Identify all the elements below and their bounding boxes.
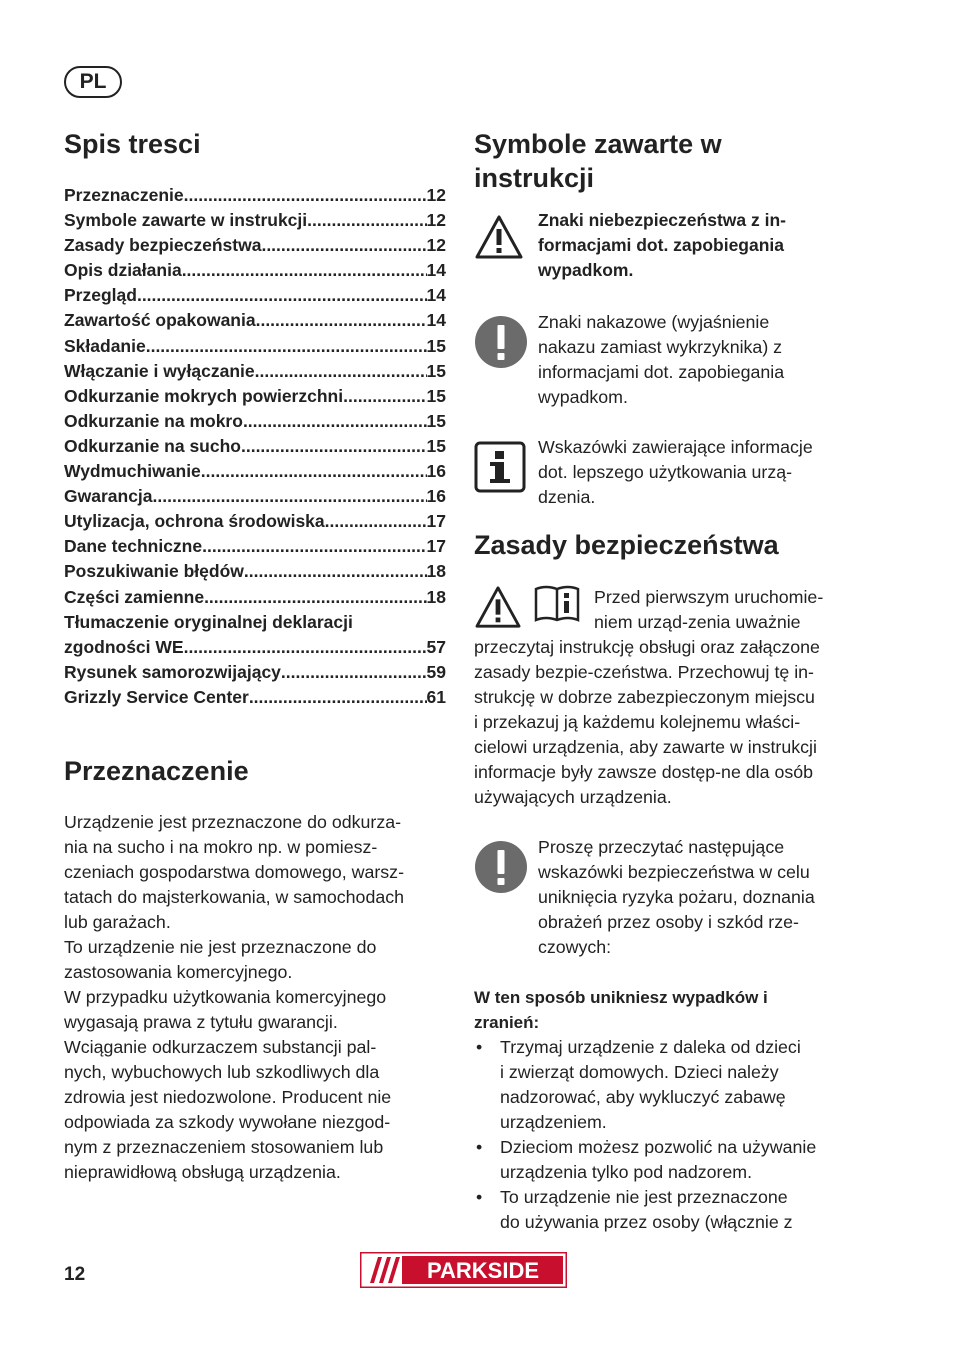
zasady-intro-line: strukcję w dobrze zabezpieczonym miejscu <box>474 687 815 707</box>
symbol-mandatory-line: wypadkom. <box>538 387 628 407</box>
przeznaczenie-line: nia na sucho i na mokro np. w pomiesz- <box>64 837 378 857</box>
symbole-heading <box>474 127 722 195</box>
toc-leader-dots <box>184 635 427 660</box>
toc-entry-page: 18 <box>426 586 446 607</box>
przeznaczenie-line: zastosowania komercyjnego. <box>64 962 293 982</box>
toc-entry[interactable] <box>64 308 446 333</box>
zasady-intro-short-line: Przed pierwszym uruchomie- <box>594 587 824 607</box>
symbol-info-line: Wskazówki zawierające informacje <box>538 437 813 457</box>
toc-leader-dots <box>255 359 427 384</box>
toc-entry[interactable] <box>64 459 446 484</box>
bullet-line: do używania przez osoby (włącznie z <box>500 1212 793 1232</box>
toc-entry-title: Części zamienne <box>64 586 205 607</box>
przeznaczenie-line: odpowiada za szkody wywołane niezgod- <box>64 1112 391 1132</box>
zasady-subheading-line: W ten sposób unikniesz wypadków i <box>474 988 768 1007</box>
przeznaczenie-line: nym z przeznaczeniem stosowaniem lub <box>64 1137 384 1157</box>
zasady-subheading-line: zranień: <box>474 1013 540 1032</box>
bullet-item <box>474 1185 860 1235</box>
toc-entry-title: Przegląd <box>64 285 137 306</box>
toc-entry-page: 12 <box>426 235 446 256</box>
toc-entry-title: Odkurzanie na sucho <box>64 435 241 456</box>
zasady-intro-line: zasady bezpie-czeństwa. Przechowuj tę in- <box>474 662 814 682</box>
symbol-mandatory-line: nakazu zamiast wykrzyknika) z <box>538 337 783 357</box>
toc-entry-title: Poszukiwanie błędów <box>64 561 244 582</box>
zasady-intro-text <box>474 635 860 810</box>
bullet-line: nadzorować, aby wykluczyć zabawę <box>500 1087 786 1107</box>
bullet-line: To urządzenie nie jest przeznaczone <box>500 1187 788 1207</box>
toc-leader-dots <box>281 660 427 685</box>
toc-entry[interactable] <box>64 484 446 509</box>
przeznaczenie-line: zdrowia jest niedozwolone. Producent nie <box>64 1087 392 1107</box>
przeznaczenie-heading: Przeznaczenie <box>64 756 249 786</box>
toc-entry[interactable] <box>64 635 446 660</box>
toc-entry-title: Zawartość opakowania <box>64 310 256 331</box>
toc-entry-page: 17 <box>426 536 446 557</box>
toc-entry-title: Symbole zawarte w instrukcji <box>64 210 308 231</box>
przeznaczenie-line: czeniach gospodarstwa domowego, warsz- <box>64 862 404 882</box>
toc-entry[interactable] <box>64 610 446 635</box>
symbol-read-text <box>538 835 858 960</box>
toc-entry-title: Grizzly Service Center <box>64 686 249 707</box>
toc-leader-dots <box>244 559 427 584</box>
przeznaczenie-text <box>64 810 450 1185</box>
mandatory-exclamation-icon <box>474 315 528 369</box>
toc-entry-title: Wydmuchiwanie <box>64 461 201 482</box>
zasady-read-line: uniknięcia ryzyka pożaru, doznania <box>538 887 815 907</box>
bullet-dot: • <box>476 1187 483 1207</box>
toc-entry-title: Rysunek samorozwijający <box>64 661 281 682</box>
przeznaczenie-line: To urządzenie nie jest przeznaczone do <box>64 937 377 957</box>
przeznaczenie-line: nych, wybuchowych lub szkodliwych dla <box>64 1062 380 1082</box>
toc-entry[interactable] <box>64 359 446 384</box>
toc-entry[interactable] <box>64 384 446 409</box>
toc-entry-page: 57 <box>426 636 446 657</box>
symbol-warning-block <box>474 208 859 288</box>
toc-leader-dots <box>249 685 427 710</box>
przeznaczenie-line: W przypadku użytkowania komercyjnego <box>64 987 387 1007</box>
table-of-contents <box>64 183 446 710</box>
toc-entry-page: 61 <box>426 686 446 707</box>
symbol-info-line: dot. lepszego użytkowania urzą- <box>538 462 793 482</box>
toc-leader-dots <box>201 459 427 484</box>
toc-entry-page: 14 <box>426 310 446 331</box>
toc-entry-page: 14 <box>426 260 446 281</box>
symbol-mandatory-text <box>538 310 858 410</box>
zasady-intro-line: i przekazuj ją każdemu kolejnemu właści- <box>474 712 801 732</box>
toc-entry-title: Dane techniczne <box>64 536 203 557</box>
language-badge: PL <box>64 66 122 98</box>
bullet-dot: • <box>476 1037 483 1057</box>
toc-entry-title: Utylizacja, ochrona środowiska <box>64 511 325 532</box>
page-number: 12 <box>64 1264 86 1285</box>
zasady-read-line: Proszę przeczytać następujące <box>538 837 785 857</box>
przeznaczenie-line: Wciąganie odkurzaczem substancji pal- <box>64 1037 377 1057</box>
symbol-warning-line: formacjami dot. zapobiegania <box>538 235 785 255</box>
toc-entry[interactable] <box>64 283 446 308</box>
mandatory-exclamation-icon <box>474 840 528 894</box>
toc-leader-dots <box>243 409 427 434</box>
przeznaczenie-line: nieprawidłową obsługą urządzenia. <box>64 1162 341 1182</box>
toc-entry-page: 12 <box>426 210 446 231</box>
symbol-mandatory-line: Znaki nakazowe (wyjaśnienie <box>538 312 770 332</box>
bullet-line: urządzeniem. <box>500 1112 607 1132</box>
parkside-logo <box>360 1252 567 1288</box>
toc-leader-dots <box>182 258 427 283</box>
symbol-info-text <box>538 435 858 510</box>
toc-entry-title: Przeznaczenie <box>64 185 184 205</box>
bullet-item <box>474 1135 860 1185</box>
toc-entry[interactable] <box>64 685 446 710</box>
zasady-heading: Zasady bezpieczeństwa <box>474 530 779 560</box>
toc-entry-page: 16 <box>426 486 446 507</box>
przeznaczenie-line: Urządzenie jest przeznaczone do odkurza- <box>64 812 402 832</box>
zasady-intro-line: używających urządzenia. <box>474 787 672 807</box>
toc-leader-dots <box>184 183 427 208</box>
toc-entry[interactable] <box>64 258 446 283</box>
zasady-subheading <box>474 985 860 1035</box>
symbole-heading-line1: Symbole zawarte w <box>474 129 722 159</box>
zasady-intro-short-line: niem urząd-zenia uważnie <box>594 612 801 632</box>
bullet-item <box>474 1035 860 1135</box>
toc-entry[interactable] <box>64 208 446 233</box>
toc-leader-dots <box>325 509 427 534</box>
toc-entry-page: 15 <box>426 410 446 431</box>
toc-entry[interactable] <box>64 334 446 359</box>
bullet-line: i zwierząt domowych. Dzieci należy <box>500 1062 779 1082</box>
toc-entry[interactable] <box>64 233 446 258</box>
toc-leader-dots <box>307 208 426 233</box>
zasady-intro-line: informacje były zawsze dostęp-ne dla osób <box>474 762 814 782</box>
zasady-intro-line: przeczytaj instrukcję obsługi oraz załączone <box>474 637 820 657</box>
bullet-dot: • <box>476 1137 483 1157</box>
toc-leader-dots <box>146 334 427 359</box>
toc-leader-dots <box>261 233 426 258</box>
toc-leader-dots <box>343 384 426 409</box>
parkside-logo-text: PARKSIDE <box>426 1258 540 1283</box>
toc-entry-title: Zasady bezpieczeństwa <box>64 235 262 256</box>
bullet-line: Trzymaj urządzenie z daleka od dzieci <box>500 1037 801 1057</box>
toc-entry-page: 59 <box>426 661 446 682</box>
symbol-info-line: dzenia. <box>538 487 596 507</box>
toc-leader-dots <box>256 308 427 333</box>
zasady-read-line: czowych: <box>538 937 612 957</box>
toc-entry[interactable] <box>64 660 446 685</box>
toc-entry-page: 15 <box>426 360 446 381</box>
toc-entry-page: 15 <box>426 435 446 456</box>
zasady-read-line: wskazówki bezpieczeństwa w celu <box>538 862 810 882</box>
info-icon <box>474 441 526 493</box>
toc-leader-dots <box>202 534 426 559</box>
read-manual-icon <box>532 583 582 623</box>
toc-entry-title: Składanie <box>64 335 146 356</box>
przeznaczenie-line: tatach do majsterkowania, w samochodach <box>64 887 404 907</box>
toc-entry-page: 17 <box>426 511 446 532</box>
toc-entry-page: 18 <box>426 561 446 582</box>
toc-entry[interactable] <box>64 585 446 610</box>
symbole-heading-line2: instrukcji <box>474 163 595 193</box>
toc-entry-page: 15 <box>426 385 446 406</box>
zasady-intro-short-text <box>594 585 864 635</box>
symbol-warning-line: wypadkom. <box>538 260 634 280</box>
symbol-read-block <box>474 835 859 965</box>
toc-leader-dots <box>153 484 427 509</box>
toc-entry-title: Opis działania <box>64 260 182 281</box>
przeznaczenie-line: lub garażach. <box>64 912 171 932</box>
przeznaczenie-line: wygasają prawa z tytułu gwarancji. <box>64 1012 338 1032</box>
toc-entry-title: Gwarancja <box>64 486 153 507</box>
symbol-mandatory-line: informacjami dot. zapobiegania <box>538 362 785 382</box>
symbol-info-block <box>474 435 859 515</box>
toc-entry-title: zgodności WE <box>64 636 184 657</box>
symbol-mandatory-block <box>474 310 859 410</box>
toc-heading: Spis tresci <box>64 129 201 159</box>
zasady-read-line: obrażeń przez osoby i szkód rze- <box>538 912 799 932</box>
zasady-intro-line: cielowi urządzenia, aby zawarte w instrukcji <box>474 737 817 757</box>
toc-entry-title: Tłumaczenie oryginalnej deklaracji <box>64 611 353 632</box>
symbol-warning-text <box>538 208 858 283</box>
toc-entry[interactable] <box>64 183 446 208</box>
toc-leader-dots <box>137 283 427 308</box>
toc-leader-dots <box>241 434 427 459</box>
toc-entry[interactable] <box>64 434 446 459</box>
toc-entry[interactable] <box>64 509 446 534</box>
toc-entry[interactable] <box>64 409 446 434</box>
bullet-line: urządzenia tylko pod nadzorem. <box>500 1162 753 1182</box>
warning-triangle-icon <box>474 585 522 629</box>
toc-entry-title: Odkurzanie na mokro <box>64 410 243 431</box>
warning-triangle-icon <box>474 214 524 260</box>
toc-entry-title: Włączanie i wyłączanie <box>64 360 255 381</box>
toc-leader-dots <box>204 585 426 610</box>
toc-entry[interactable] <box>64 534 446 559</box>
zasady-bullets <box>474 1035 860 1235</box>
toc-entry[interactable] <box>64 559 446 584</box>
toc-entry-page: 12 <box>426 185 446 205</box>
bullet-line: Dzieciom możesz pozwolić na używanie <box>500 1137 817 1157</box>
parkside-logo-graphic <box>360 1252 567 1288</box>
toc-entry-page: 15 <box>426 335 446 356</box>
toc-entry-page: 16 <box>426 461 446 482</box>
toc-entry-page: 14 <box>426 285 446 306</box>
toc-entry-title: Odkurzanie mokrych powierzchni <box>64 385 344 406</box>
zasady-intro-icons <box>474 583 859 643</box>
symbol-warning-line: Znaki niebezpieczeństwa z in- <box>538 210 786 230</box>
